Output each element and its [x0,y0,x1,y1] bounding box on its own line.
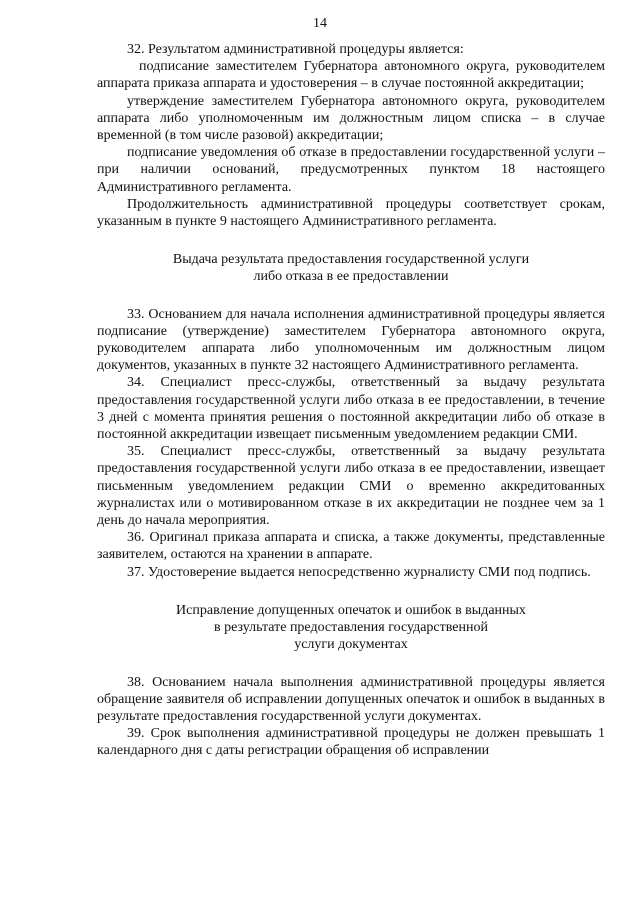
paragraph-39: 39. Срок выполнения административной процедуры не должен превышать 1 календарного дня с даты регистрации обращения об исправлении [97,726,605,759]
paragraph-38: 38. Основанием начала выполнения административной процедуры является обращение заявителя об исправлении допущенных опечаток и ошибок в выданных в результате предоставления государственной услуги документах. [97,674,605,724]
paragraph-32-item-approval: утверждение заместителем Губернатора автономного округа, руководителем аппарата либо уполномоченным им должностным лицом списка – в случае временной (в том числе разовой) аккредитации; [97,93,605,144]
section-heading-line: Выдача результата предоставления государственной услуги [172,252,530,268]
paragraph-32-duration: Продолжительность административной процедуры соответствует срокам, указанным в пункте 9 настоящего Административного регламента. [97,196,605,230]
section-heading-line: Исправление допущенных опечаток и ошибок в выданных [176,602,526,618]
paragraph-34: 34. Специалист пресс-службы, ответственный за выдачу результата предоставления государственной услуги либо отказа в ее предоставлении, в течение 3 дней с момента принятия решения о постоянной аккредитации либо об отказе в постоянной аккредитации извещает письменным уведомлением редакции СМИ. [97,375,605,443]
document-body [97,41,605,760]
page-number: 14 [313,16,327,31]
paragraph-33: 33. Основанием для начала исполнения административной процедуры является подписание (утверждение) заместителем Губернатора автономного округа, руководителем аппарата либо уполномоченным им должностным лицом документов, указанных в пункте 32 настоящего Административного регламента. [97,306,605,374]
paragraph-37: 37. Удостоверение выдается непосредственно журналисту СМИ под подпись. [127,564,591,580]
paragraph-36: 36. Оригинал приказа аппарата и списка, а также документы, представленные заявителем, остаются на хранении в аппарате. [97,530,605,563]
section-heading-line: в результате предоставления государственной [214,620,488,636]
paragraph-32-item-signing: подписание заместителем Губернатора автономного округа, руководителем аппарата приказа аппарата и удостоверения – в случае постоянной аккредитации; [97,59,605,92]
spacer [97,230,605,251]
paragraph-32-item-refusal: подписание уведомления об отказе в предоставлении государственной услуги – при наличии оснований, предусмотренных пунктом 18 настоящего Административного регламента. [97,145,605,195]
section-heading-line: либо отказа в ее предоставлении [253,269,449,285]
section-heading-line: услуги документах [294,637,408,653]
spacer [97,286,605,306]
paragraph-32-intro: 32. Результатом административной процедуры является: [127,42,464,57]
paragraph-35: 35. Специалист пресс-службы, ответственный за выдачу результата предоставления государственной услуги либо отказа в ее предоставлении, извещает письменным уведомлением редакции СМИ о временно аккредитованных журналистах или о мотивированном отказе в их аккредитации не позднее чем за 1 день до начала мероприятия. [97,444,605,529]
spacer [97,581,605,602]
spacer [97,654,605,674]
